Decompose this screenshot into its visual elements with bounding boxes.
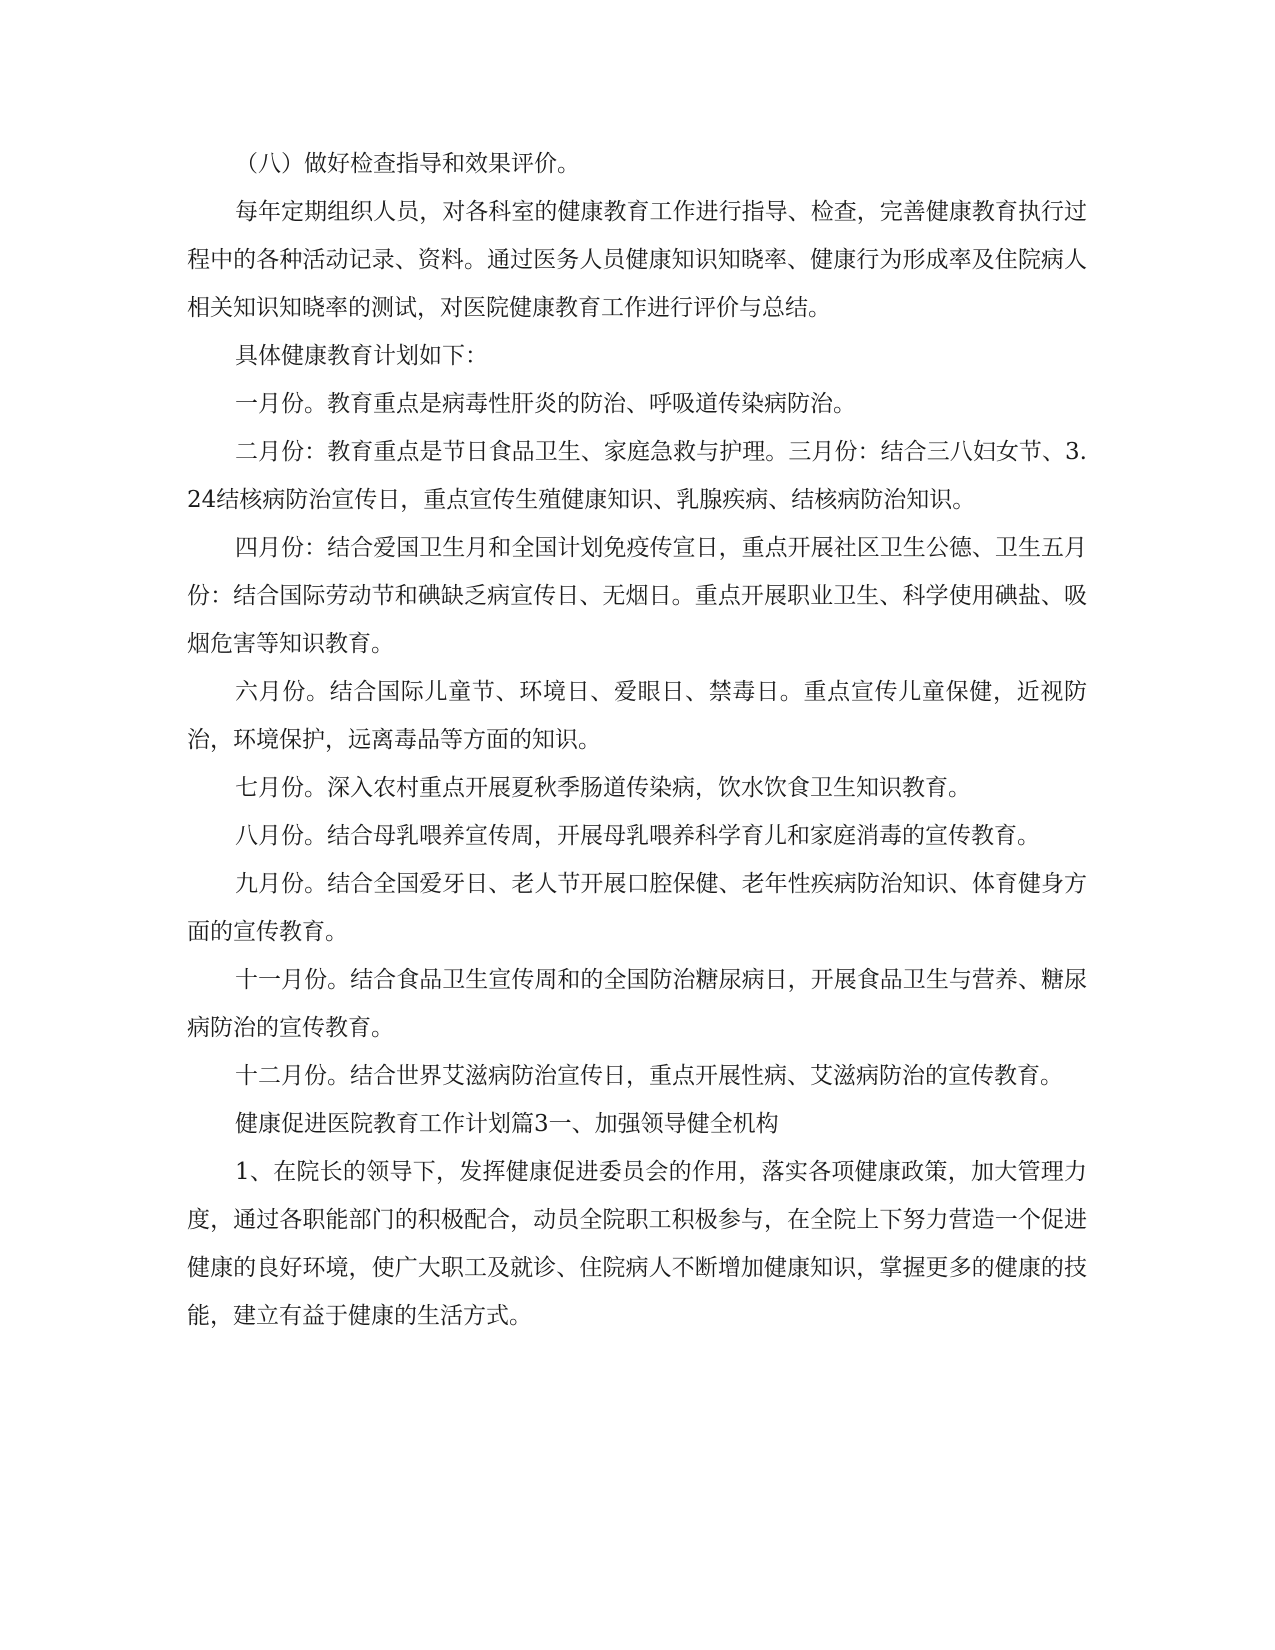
paragraph-section-3-heading: 健康促进医院教育工作计划篇3一、加强领导健全机构 bbox=[235, 1111, 779, 1137]
paragraph-leadership: 1、在院长的领导下，发挥健康促进委员会的作用，落实各项健康政策，加大管理力度，通过各职能部门的积极配合，动员全院职工积极参与，在全院上下努力营造一个促进健康的良好环境，使广大职工及就诊、住院病人不断增加健康知识，掌握更多的健康的技能，建立有益于健康的生活方式。 bbox=[187, 1159, 1087, 1329]
paragraph-april-may: 四月份：结合爱国卫生月和全国计划免疫传宣日，重点开展社区卫生公德、卫生五月份：结合国际劳动节和碘缺乏病宣传日、无烟日。重点开展职业卫生、科学使用碘盐、吸烟危害等知识教育。 bbox=[187, 535, 1087, 657]
paragraph-july: 七月份。深入农村重点开展夏秋季肠道传染病，饮水饮食卫生知识教育。 bbox=[235, 775, 971, 801]
paragraph-december: 十二月份。结合世界艾滋病防治宣传日，重点开展性病、艾滋病防治的宣传教育。 bbox=[235, 1063, 1063, 1089]
paragraph-annual-inspection: 每年定期组织人员，对各科室的健康教育工作进行指导、检查，完善健康教育执行过程中的各种活动记录、资料。通过医务人员健康知识知晓率、健康行为形成率及住院病人相关知识知晓率的测试，对医院健康教育工作进行评价与总结。 bbox=[187, 199, 1087, 321]
document-body bbox=[187, 140, 1087, 1340]
paragraph-november: 十一月份。结合食品卫生宣传周和的全国防治糖尿病日，开展食品卫生与营养、糖尿病防治的宣传教育。 bbox=[187, 967, 1087, 1041]
paragraph-september: 九月份。结合全国爱牙日、老人节开展口腔保健、老年性疾病防治知识、体育健身方面的宣传教育。 bbox=[187, 871, 1087, 945]
paragraph-inspection-heading: （八）做好检查指导和效果评价。 bbox=[235, 151, 580, 177]
paragraph-august: 八月份。结合母乳喂养宣传周，开展母乳喂养科学育儿和家庭消毒的宣传教育。 bbox=[235, 823, 1040, 849]
paragraph-june: 六月份。结合国际儿童节、环境日、爱眼日、禁毒日。重点宣传儿童保健，近视防治，环境保护，远离毒品等方面的知识。 bbox=[187, 679, 1087, 753]
paragraph-february-march: 二月份：教育重点是节日食品卫生、家庭急救与护理。三月份：结合三八妇女节、3.24结核病防治宣传日，重点宣传生殖健康知识、乳腺疾病、结核病防治知识。 bbox=[187, 439, 1087, 513]
paragraph-plan-intro: 具体健康教育计划如下： bbox=[235, 343, 488, 369]
paragraph-january: 一月份。教育重点是病毒性肝炎的防治、呼吸道传染病防治。 bbox=[235, 391, 856, 417]
